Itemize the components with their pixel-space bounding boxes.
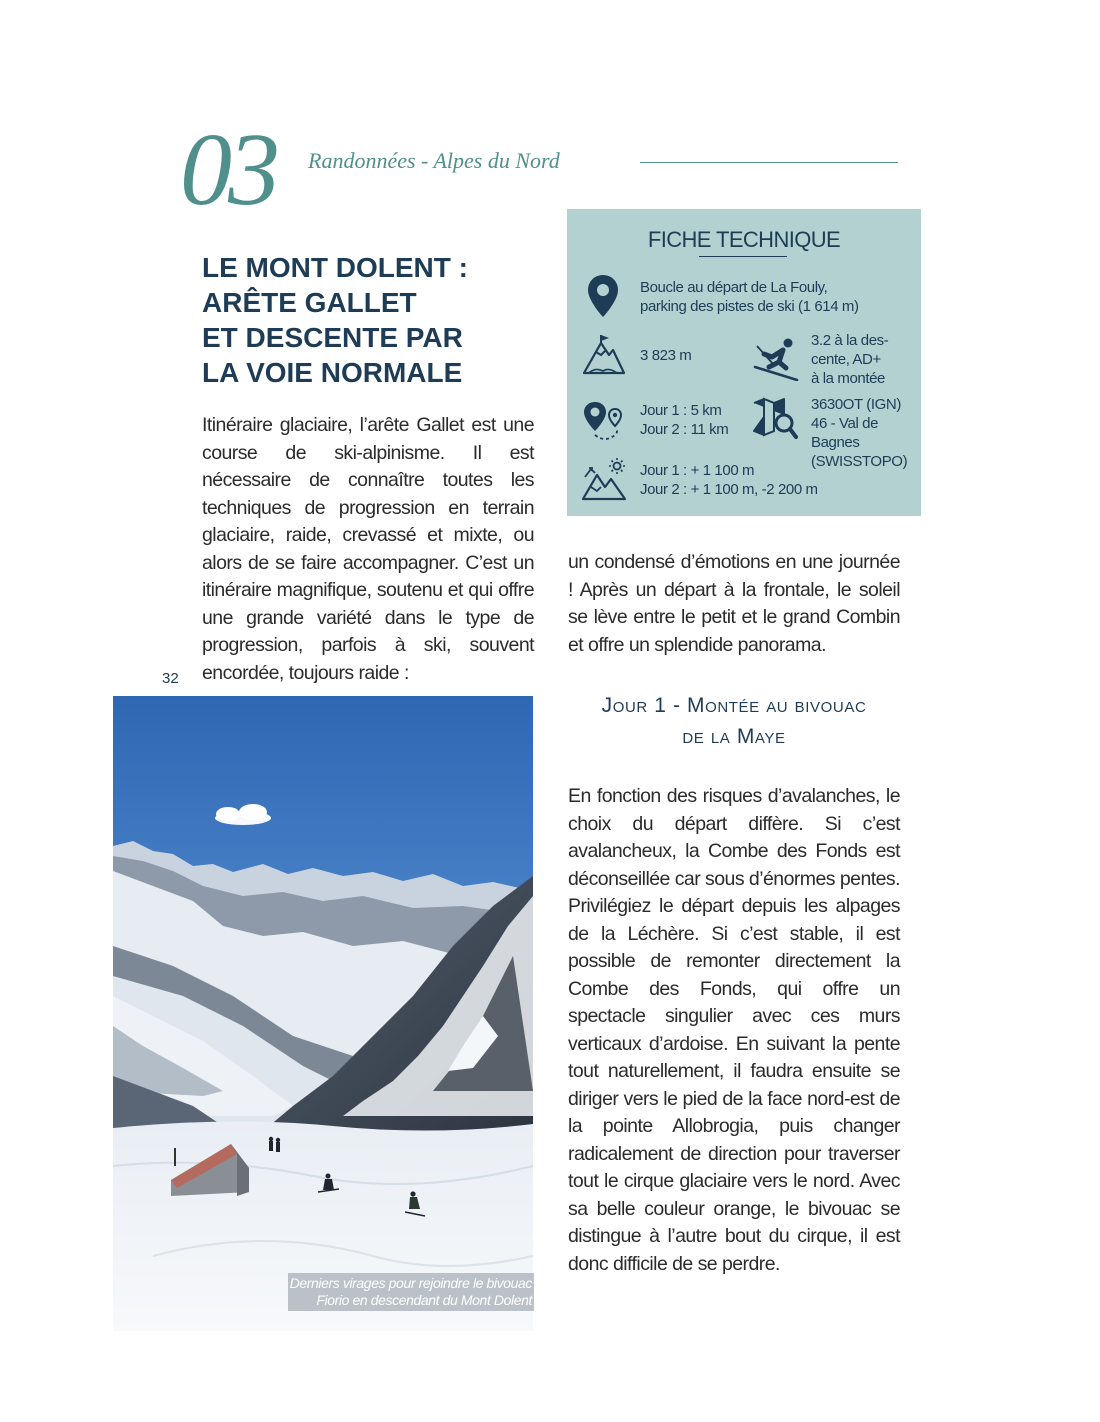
- summit-altitude: 3 823 m: [640, 347, 692, 364]
- photo-caption: Derniers virages pour rejoindre le bivouac Fiorio en descendant du Mont Dolent: [288, 1273, 534, 1311]
- day-1-heading-line: Jour 1 - Montée au bivouac: [601, 694, 867, 717]
- route-distance-icon: [581, 399, 627, 445]
- article-title: [202, 250, 468, 390]
- title-line: LA VOIE NORMALE: [202, 357, 463, 388]
- daily-distance: Jour 1 : 5 km Jour 2 : 11 km: [640, 402, 729, 438]
- intro-paragraph-right: [568, 549, 900, 659]
- technical-sheet-divider: [699, 256, 787, 257]
- elevation-gain-icon: [581, 457, 627, 503]
- elevation-gain: Jour 1 : + 1 100 m Jour 2 : + 1 100 m, -2 200 m: [640, 462, 818, 498]
- skier-icon: [752, 337, 800, 381]
- technical-sheet: [567, 209, 921, 516]
- day-1-heading: [568, 690, 900, 752]
- intro-text-left: Itinéraire glaciaire, l’arête Gallet est une course de ski-alpinisme. Il est nécessaire de connaître toutes les techniques de progression en terrain glaciaire, raide, crevassé et mixte, ou alors de se faire accompagner. C’est un itinéraire magnifique, soutenu et qui offre une grande variété dans le type de progression, parfois à ski, souvent encordée, toujours raide :: [202, 414, 534, 684]
- intro-text-right: un condensé d’émotions en une journée ! Après un départ à la frontale, le soleil se lève entre le petit et le grand Combin et offre un splendide panorama.: [568, 551, 900, 656]
- title-line: ET DESCENTE PAR: [202, 322, 463, 353]
- difficulty-rating: 3.2 à la des- cente, AD+ à la montée: [811, 332, 889, 387]
- chapter-number: 03: [180, 112, 276, 227]
- map-references: 3630OT (IGN) 46 - Val de Bagnes (SWISSTOPO): [811, 396, 908, 470]
- chapter-title: Randonnées - Alpes du Nord: [308, 148, 560, 173]
- day-1-text: En fonction des risques d’avalanches, le choix du départ diffère. Si c’est avalancheux, la Combe des Fonds est déconseillée car sous d’énormes pentes. Privilégiez le départ depuis les alpages de la Léchère. Si c’est stable, il est possible de remonter directement la Combe des Fonds, qui offre un spectacle singulier avec ces murs verticaux d’ardoise. En suivant la pente tout naturellement, il faudra ensuite se diriger vers le pied de la face nord-est de la pointe Allobrogia, puis changer radicalement de direction pour traverser tout le cirque glaciaire vers le nord. Avec sa belle couleur orange, le bivouac se distingue à l’autre bout du cirque, il est donc difficile de se perdre.: [568, 785, 900, 1275]
- location-pin-icon: [585, 273, 621, 319]
- map-search-icon: [752, 397, 798, 441]
- technical-sheet-title: FICHE TECHNIQUE: [647, 227, 841, 252]
- day-1-heading-line: de la Maye: [682, 725, 786, 748]
- day-1-paragraph: [568, 783, 900, 1278]
- title-line: ARÊTE GALLET: [202, 287, 417, 318]
- header-divider: [640, 162, 898, 163]
- page-number: 32: [162, 670, 179, 687]
- intro-paragraph-left: [202, 412, 534, 687]
- mountain-photo: [113, 696, 533, 1331]
- start-point: Boucle au départ de La Fouly, parking des pistes de ski (1 614 m): [640, 279, 859, 315]
- summit-icon: [581, 333, 627, 379]
- title-line: LE MONT DOLENT :: [202, 252, 468, 283]
